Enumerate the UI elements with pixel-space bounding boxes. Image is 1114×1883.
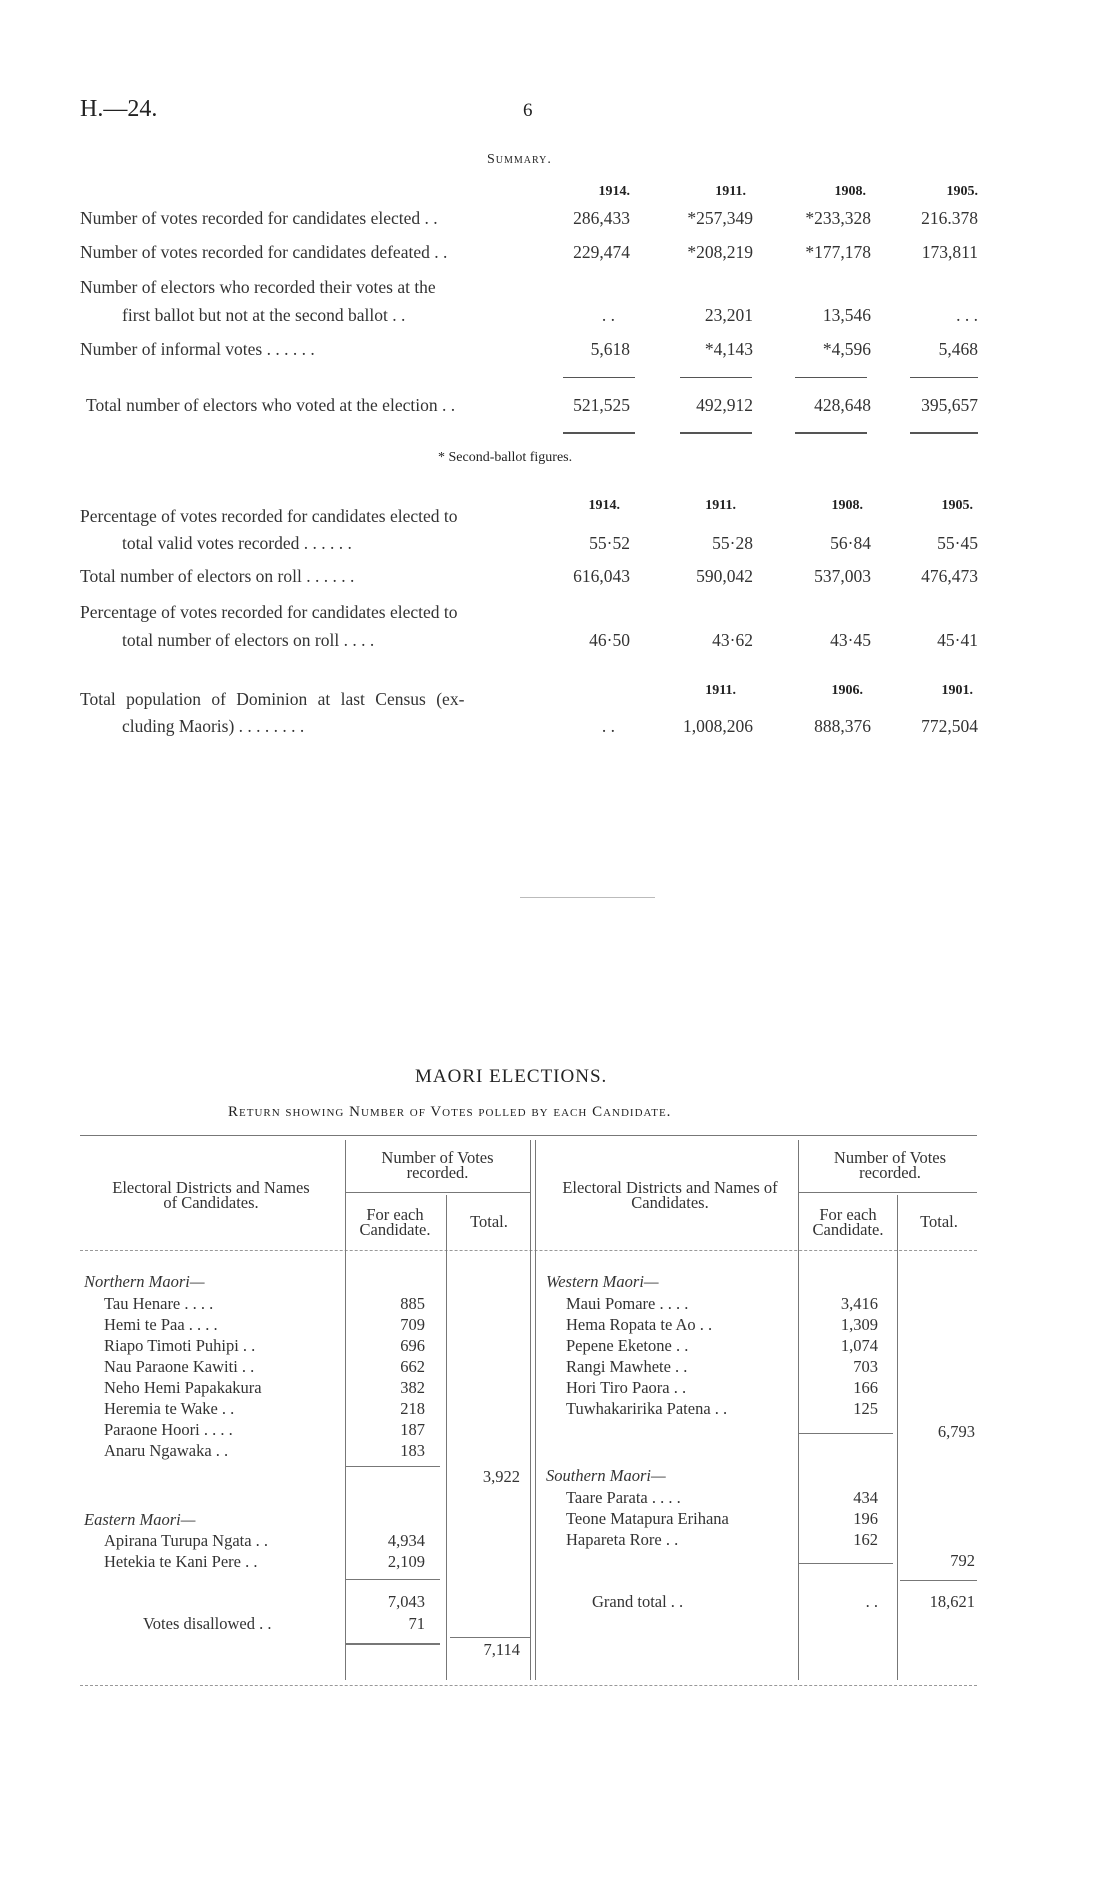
document-reference: H.—24. <box>80 96 158 122</box>
census-year-1911: 1911. <box>705 683 736 698</box>
value: 476,473 <box>921 566 978 586</box>
candidate-votes: 187 <box>400 1420 425 1439</box>
value: 590,042 <box>696 566 753 586</box>
census-year-1901: 1901. <box>941 683 973 698</box>
value: 428,648 <box>814 395 871 415</box>
candidate-votes: 4,934 <box>387 1531 425 1550</box>
value: 55·45 <box>937 533 978 553</box>
col-divider <box>798 1140 799 1680</box>
total-rule <box>450 1637 530 1638</box>
sum-rule <box>795 432 867 434</box>
candidate-name: Hapareta Rore . . <box>566 1530 679 1549</box>
subtotal-rule <box>798 1563 893 1564</box>
value: . . <box>601 305 615 325</box>
footnote: * Second-ballot figures. <box>438 450 573 465</box>
year-1911: 1911. <box>705 498 736 513</box>
table-top-rule <box>80 1135 977 1136</box>
row-label-total-voted: Total number of electors who voted at the election . . <box>86 395 456 415</box>
candidate-votes: 382 <box>400 1378 425 1397</box>
candidate-votes: 703 <box>853 1357 878 1376</box>
subtotal-rule <box>798 1433 893 1434</box>
candidate-name: Apirana Turupa Ngata . . <box>104 1531 269 1550</box>
subtotal-rule <box>345 1579 440 1580</box>
value: 537,003 <box>814 566 871 586</box>
district-western-maori: Western Maori— <box>546 1272 659 1291</box>
census-year-1906: 1906. <box>831 683 863 698</box>
value: *4,596 <box>822 339 871 359</box>
value: 56·84 <box>830 533 871 553</box>
candidate-votes: 885 <box>400 1294 425 1313</box>
header-each-right: For each Candidate. <box>812 1205 884 1239</box>
left-subtotal: 7,043 <box>387 1592 425 1611</box>
col-divider <box>446 1195 447 1680</box>
value: *208,219 <box>687 242 753 262</box>
value: 173,811 <box>921 242 978 262</box>
district-eastern-maori: Eastern Maori— <box>84 1510 196 1529</box>
table-header-rule <box>80 1250 977 1251</box>
row-label-defeated: Number of votes recorded for candidates defeated . . <box>80 242 448 262</box>
sum-rule <box>563 432 635 434</box>
northern-total: 3,922 <box>482 1467 520 1486</box>
sum-rule <box>910 432 978 434</box>
candidate-votes: 196 <box>853 1509 878 1528</box>
value: 46·50 <box>589 630 630 650</box>
candidate-name: Hemi te Paa . . . . <box>104 1315 218 1334</box>
candidate-votes: 709 <box>400 1315 425 1334</box>
header-subrule <box>798 1192 977 1193</box>
candidate-name: Teone Matapura Erihana <box>566 1509 729 1528</box>
candidate-votes: 218 <box>400 1399 425 1418</box>
candidate-name: Tau Henare . . . . <box>104 1294 214 1313</box>
left-grand-total: 7,114 <box>483 1640 520 1659</box>
row-label-pct-roll: Percentage of votes recorded for candidates elected to <box>80 602 458 622</box>
candidate-votes: 1,074 <box>840 1336 878 1355</box>
grand-total-label: Grand total . . <box>592 1592 684 1611</box>
value: 43·45 <box>830 630 871 650</box>
value: *177,178 <box>805 242 871 262</box>
value: 616,043 <box>573 566 630 586</box>
votes-disallowed: 71 <box>408 1614 425 1633</box>
year-1908: 1908. <box>831 498 863 513</box>
header-districts-right: Electoral Districts and Names of Candidates. <box>562 1178 778 1212</box>
value: 23,201 <box>704 305 753 325</box>
votes-disallowed-label: Votes disallowed . . <box>143 1614 272 1633</box>
candidate-name: Hori Tiro Paora . . <box>566 1378 687 1397</box>
value: 55·52 <box>589 533 630 553</box>
candidate-votes: 162 <box>853 1530 878 1549</box>
value: 55·28 <box>712 533 753 553</box>
page-number: 6 <box>523 100 533 121</box>
header-votes-left: Number of Votes recorded. <box>381 1148 494 1182</box>
row-label-population-cont: cluding Maoris) . . . . . . . . <box>122 716 305 736</box>
summary-title: Summary. <box>487 152 552 167</box>
row-label-pct-elected-cont: total valid votes recorded . . . . . . <box>122 533 352 553</box>
candidate-votes: 662 <box>400 1357 425 1376</box>
district-northern-maori: Northern Maori— <box>84 1272 205 1291</box>
candidate-name: Hetekia te Kani Pere . . <box>104 1552 258 1571</box>
grand-total: 18,621 <box>929 1592 975 1611</box>
sum-rule <box>795 377 867 378</box>
candidate-votes: 2,109 <box>387 1552 425 1571</box>
row-label-first-ballot-cont: first ballot but not at the second ballot . . <box>122 305 406 325</box>
candidate-votes: 166 <box>853 1378 878 1397</box>
sum-rule <box>680 377 752 378</box>
value: . . . <box>956 305 978 325</box>
row-label-first-ballot: Number of electors who recorded their votes at the <box>80 277 436 297</box>
total-rule <box>345 1643 440 1645</box>
total-rule <box>900 1580 977 1581</box>
candidate-name: Paraone Hoori . . . . <box>104 1420 233 1439</box>
sum-rule <box>680 432 752 434</box>
western-total: 6,793 <box>937 1422 975 1441</box>
maori-elections-title: MAORI ELECTIONS. <box>415 1066 608 1087</box>
row-label-pct-roll-cont: total number of electors on roll . . . . <box>122 630 375 650</box>
value: 216.378 <box>921 208 978 228</box>
value: 5,618 <box>590 339 630 359</box>
row-label-pct-elected: Percentage of votes recorded for candidates elected to <box>80 506 458 526</box>
district-southern-maori: Southern Maori— <box>546 1466 666 1485</box>
row-label-population: Total population of Dominion at last Census (ex- <box>80 689 465 709</box>
candidate-name: Tuwhakaririka Patena . . <box>566 1399 728 1418</box>
row-label-informal: Number of informal votes . . . . . . <box>80 339 315 359</box>
value: 521,525 <box>573 395 630 415</box>
subtotal-rule <box>345 1466 440 1467</box>
candidate-name: Heremia te Wake . . <box>104 1399 235 1418</box>
year-1908: 1908. <box>834 184 866 199</box>
year-1905: 1905. <box>941 498 973 513</box>
table-bottom-rule <box>80 1685 977 1686</box>
maori-elections-subtitle: Return showing Number of Votes polled by each Candidate. <box>228 1104 672 1120</box>
row-label-elected: Number of votes recorded for candidates elected . . <box>80 208 438 228</box>
candidate-name: Taare Parata . . . . <box>566 1488 681 1507</box>
value: 13,546 <box>822 305 871 325</box>
candidate-name: Maui Pomare . . . . <box>566 1294 689 1313</box>
year-1914: 1914. <box>588 498 620 513</box>
value: 395,657 <box>921 395 978 415</box>
candidate-votes: 3,416 <box>840 1294 878 1313</box>
value: *233,328 <box>805 208 871 228</box>
candidate-name: Neho Hemi Papakakura <box>104 1378 262 1397</box>
header-districts-left: Electoral Districts and Names of Candidates. <box>112 1178 310 1212</box>
header-total-left: Total. <box>470 1212 508 1231</box>
value: *257,349 <box>687 208 753 228</box>
value: 772,504 <box>921 716 978 736</box>
value: 492,912 <box>696 395 753 415</box>
section-divider <box>520 897 655 898</box>
year-1905: 1905. <box>946 184 978 199</box>
candidate-name: Hema Ropata te Ao . . <box>566 1315 713 1334</box>
value: 5,468 <box>938 339 978 359</box>
value: 1,008,206 <box>683 716 753 736</box>
year-1914: 1914. <box>598 184 630 199</box>
candidate-name: Riapo Timoti Puhipi . . <box>104 1336 256 1355</box>
candidate-votes: 125 <box>853 1399 878 1418</box>
value: . . <box>601 716 615 736</box>
southern-total: 792 <box>950 1551 975 1570</box>
value: 45·41 <box>937 630 978 650</box>
candidate-name: Pepene Eketone . . <box>566 1336 689 1355</box>
header-each-left: For each Candidate. <box>359 1205 431 1239</box>
sum-rule <box>563 377 635 378</box>
value: 286,433 <box>573 208 630 228</box>
candidate-name: Nau Paraone Kawiti . . <box>104 1357 255 1376</box>
value: 43·62 <box>712 630 753 650</box>
candidate-name: Rangi Mawhete . . <box>566 1357 688 1376</box>
col-divider <box>535 1140 536 1680</box>
candidate-votes: 434 <box>853 1488 878 1507</box>
col-divider <box>897 1195 898 1680</box>
sum-rule <box>910 377 978 378</box>
header-subrule <box>345 1192 530 1193</box>
row-label-roll: Total number of electors on roll . . . . . . <box>80 566 355 586</box>
col-divider <box>530 1140 531 1680</box>
col-divider <box>345 1140 346 1680</box>
value: 888,376 <box>814 716 871 736</box>
grand-total-each: . . <box>865 1592 878 1611</box>
year-1911: 1911. <box>715 184 746 199</box>
value: *4,143 <box>704 339 753 359</box>
header-votes-right: Number of Votes recorded. <box>833 1148 947 1182</box>
header-total-right: Total. <box>920 1212 958 1231</box>
candidate-votes: 696 <box>400 1336 425 1355</box>
candidate-votes: 183 <box>400 1441 425 1460</box>
value: 229,474 <box>573 242 630 262</box>
candidate-votes: 1,309 <box>840 1315 878 1334</box>
candidate-name: Anaru Ngawaka . . <box>104 1441 229 1460</box>
